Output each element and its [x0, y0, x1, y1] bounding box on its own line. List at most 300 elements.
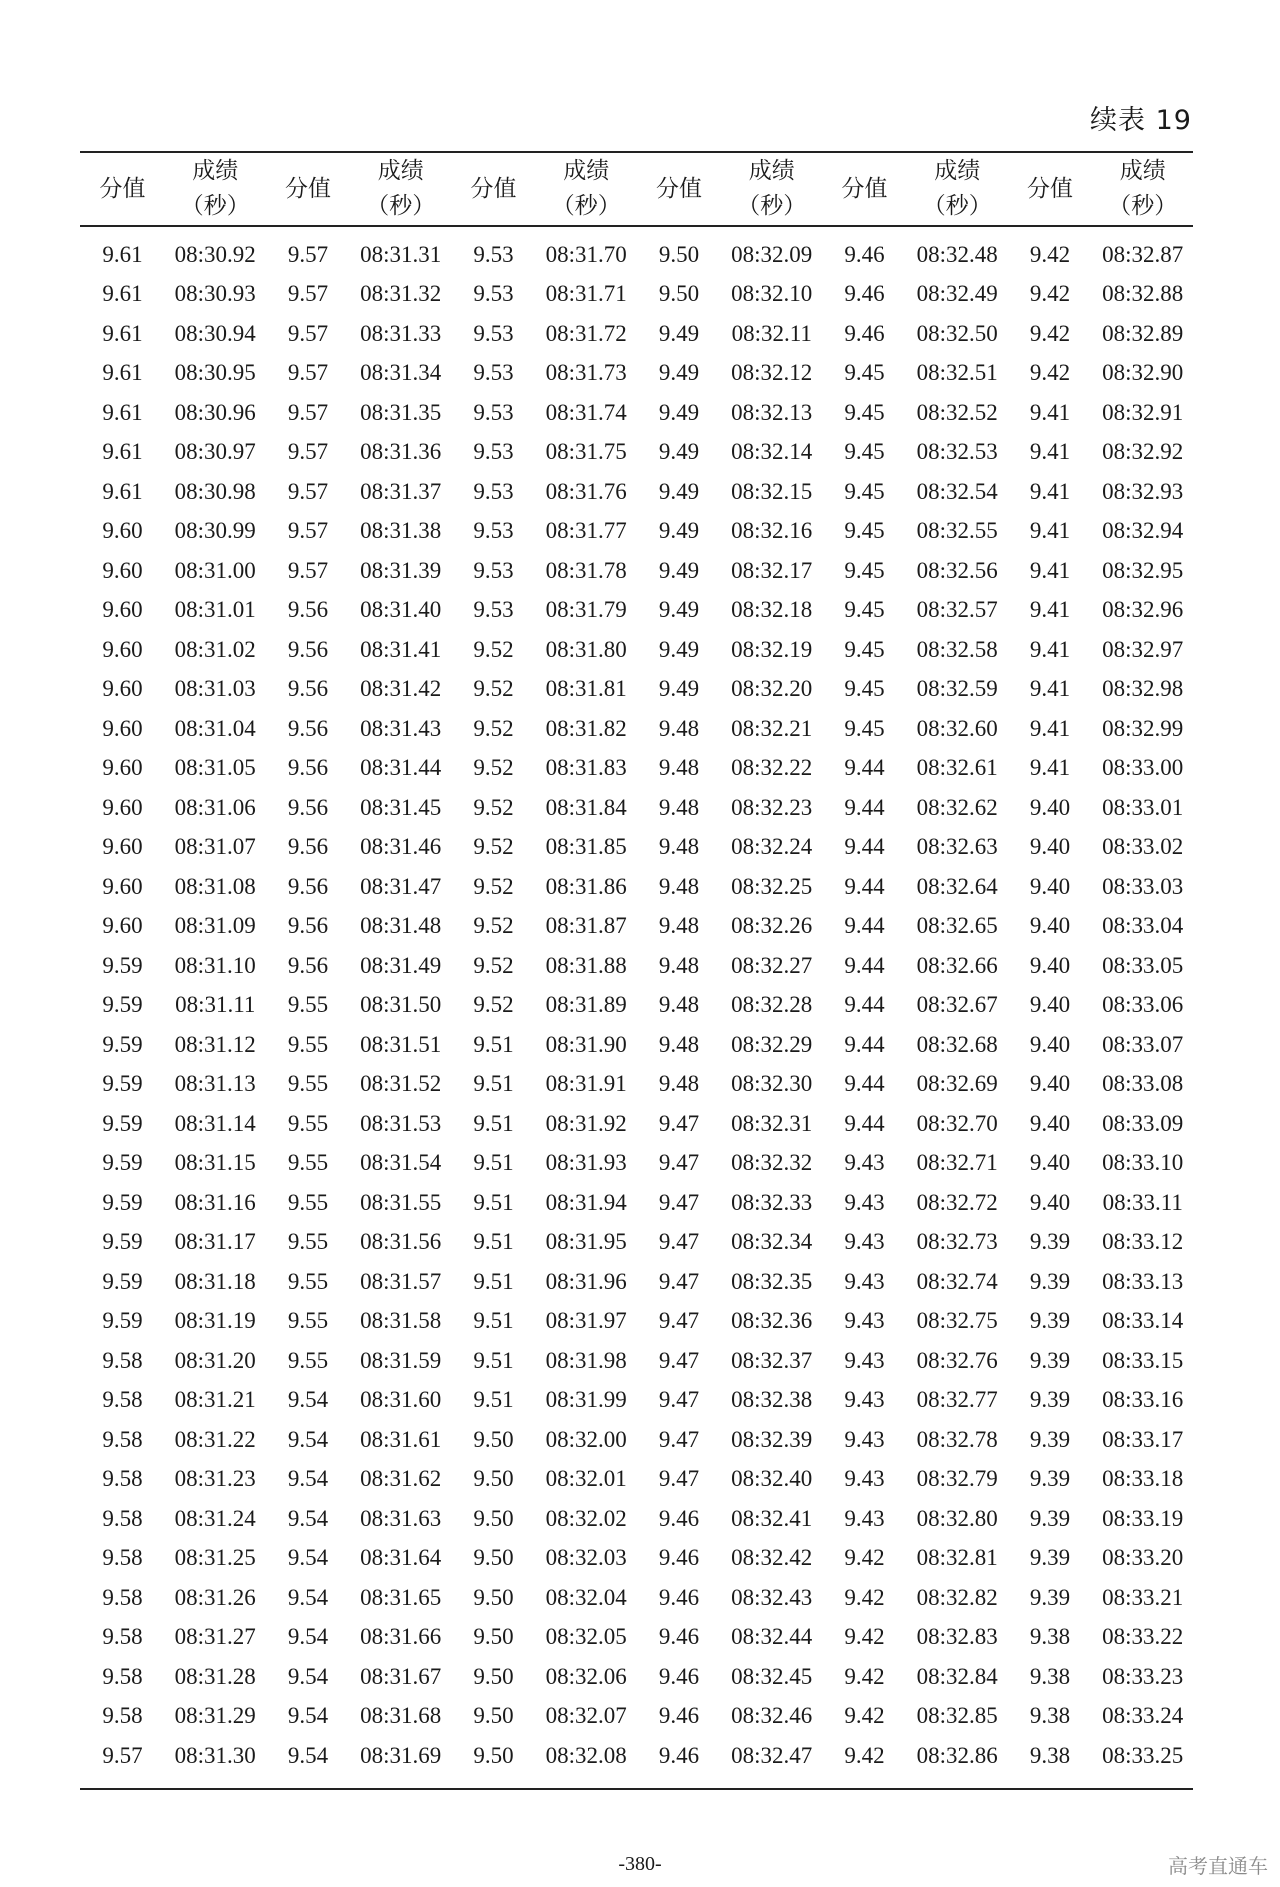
- score-cell: 9.51: [473, 1071, 514, 1097]
- time-cell: 08:32.63: [916, 834, 998, 860]
- time-cell: 08:31.57: [360, 1268, 442, 1294]
- time-cell: 08:33.11: [1102, 1189, 1183, 1215]
- score-cell: 9.58: [102, 1545, 143, 1571]
- score-cell: 9.54: [287, 1663, 329, 1689]
- time-cell: 08:32.45: [731, 1663, 813, 1689]
- score-cell: 9.59: [102, 1268, 143, 1294]
- score-cell: 9.43: [844, 1229, 885, 1255]
- time-cell: 08:32.68: [916, 1031, 998, 1057]
- score-cell: 9.41: [1029, 399, 1071, 425]
- time-cell: 08:31.03: [174, 676, 256, 702]
- score-cell: 9.51: [473, 1308, 514, 1334]
- score-cell: 9.56: [287, 834, 329, 860]
- time-cell: 08:31.56: [360, 1229, 442, 1255]
- score-cell: 9.60: [102, 913, 143, 939]
- score-cell: 9.52: [473, 992, 514, 1018]
- time-cell: 08:30.97: [174, 439, 256, 465]
- time-cell: 08:31.70: [545, 241, 627, 267]
- time-cell: 08:32.74: [916, 1268, 998, 1294]
- score-cell: 9.60: [102, 755, 143, 781]
- score-cell: 9.38: [1029, 1742, 1071, 1768]
- score-cell: 9.56: [287, 676, 329, 702]
- time-cell: 08:32.69: [916, 1071, 998, 1097]
- score-cell: 9.48: [658, 755, 700, 781]
- score-cell: 9.53: [473, 360, 514, 386]
- score-cell: 9.59: [102, 1110, 143, 1136]
- score-cell: 9.41: [1029, 439, 1071, 465]
- time-cell: 08:32.33: [731, 1189, 813, 1215]
- score-cell: 9.55: [287, 1347, 329, 1373]
- time-cell: 08:32.09: [731, 241, 813, 267]
- time-cell: 08:32.56: [916, 557, 998, 583]
- score-cell: 9.46: [658, 1742, 700, 1768]
- score-cell: 9.43: [844, 1387, 885, 1413]
- time-cell: 08:33.24: [1102, 1703, 1184, 1729]
- score-cell: 9.51: [473, 1150, 514, 1176]
- score-cell: 9.48: [658, 794, 700, 820]
- time-cell: 08:31.96: [545, 1268, 627, 1294]
- time-cell: 08:31.40: [360, 597, 442, 623]
- score-cell: 9.45: [844, 439, 885, 465]
- score-cell: 9.38: [1029, 1703, 1071, 1729]
- score-cell: 9.40: [1029, 1189, 1071, 1215]
- time-cell: 08:32.05: [545, 1624, 627, 1650]
- score-cell: 9.43: [844, 1505, 885, 1531]
- time-cell: 08:31.09: [174, 913, 256, 939]
- time-cell: 08:31.27: [174, 1624, 256, 1650]
- time-cell: 08:32.26: [731, 913, 813, 939]
- time-cell: 08:32.15: [731, 478, 813, 504]
- time-cell: 08:33.17: [1102, 1426, 1184, 1452]
- time-header: 成绩 （秒）: [366, 158, 436, 219]
- time-cell: 08:32.24: [731, 834, 813, 860]
- score-cell: 9.39: [1029, 1347, 1071, 1373]
- time-cell: 08:31.79: [545, 597, 627, 623]
- time-cell: 08:32.42: [731, 1545, 813, 1571]
- score-cell: 9.60: [102, 794, 143, 820]
- score-header: 分值: [99, 175, 146, 202]
- time-cell: 08:32.80: [916, 1505, 998, 1531]
- score-cell: 9.58: [102, 1584, 143, 1610]
- score-cell: 9.43: [844, 1268, 885, 1294]
- score-cell: 9.56: [287, 873, 329, 899]
- time-cell: 08:32.31: [731, 1110, 813, 1136]
- table-row: [80, 512, 1193, 552]
- table-row: [80, 1618, 1193, 1658]
- score-cell: 9.42: [844, 1663, 885, 1689]
- score-cell: 9.46: [658, 1624, 700, 1650]
- score-cell: 9.61: [102, 241, 143, 267]
- time-cell: 08:32.55: [916, 518, 998, 544]
- time-cell: 08:32.29: [731, 1031, 813, 1057]
- time-cell: 08:31.12: [174, 1031, 256, 1057]
- time-cell: 08:32.37: [731, 1347, 813, 1373]
- time-cell: 08:33.06: [1102, 992, 1184, 1018]
- time-cell: 08:31.63: [360, 1505, 442, 1531]
- score-cell: 9.58: [102, 1387, 143, 1413]
- time-cell: 08:33.18: [1102, 1466, 1184, 1492]
- score-cell: 9.56: [287, 952, 329, 978]
- score-cell: 9.55: [287, 1189, 329, 1215]
- score-cell: 9.51: [473, 1268, 514, 1294]
- time-cell: 08:31.64: [360, 1545, 442, 1571]
- time-cell: 08:32.01: [545, 1466, 627, 1492]
- table-row: [80, 226, 1193, 275]
- time-cell: 08:32.38: [731, 1387, 813, 1413]
- score-cell: 9.47: [658, 1387, 700, 1413]
- score-cell: 9.43: [844, 1347, 885, 1373]
- time-cell: 08:32.14: [731, 439, 813, 465]
- time-cell: 08:31.48: [360, 913, 442, 939]
- time-cell: 08:32.04: [545, 1584, 627, 1610]
- score-cell: 9.55: [287, 1110, 329, 1136]
- score-cell: 9.56: [287, 597, 329, 623]
- time-cell: 08:32.19: [731, 636, 813, 662]
- score-cell: 9.49: [658, 399, 700, 425]
- table-row: [80, 1381, 1193, 1421]
- score-cell: 9.46: [658, 1663, 700, 1689]
- score-cell: 9.57: [287, 557, 329, 583]
- score-cell: 9.49: [658, 676, 700, 702]
- score-cell: 9.50: [473, 1466, 514, 1492]
- time-cell: 08:31.23: [174, 1466, 256, 1492]
- score-cell: 9.44: [844, 1071, 885, 1097]
- score-cell: 9.43: [844, 1466, 885, 1492]
- time-cell: 08:32.46: [731, 1703, 813, 1729]
- time-cell: 08:32.81: [916, 1545, 998, 1571]
- time-cell: 08:31.90: [545, 1031, 627, 1057]
- time-cell: 08:31.13: [174, 1071, 256, 1097]
- score-cell: 9.47: [658, 1229, 700, 1255]
- time-cell: 08:31.19: [174, 1308, 256, 1334]
- score-cell: 9.54: [287, 1703, 329, 1729]
- score-cell: 9.55: [287, 1268, 329, 1294]
- table-row: [80, 1144, 1193, 1184]
- time-cell: 08:33.20: [1102, 1545, 1184, 1571]
- time-cell: 08:31.16: [174, 1189, 256, 1215]
- score-cell: 9.49: [658, 636, 700, 662]
- score-cell: 9.55: [287, 1308, 329, 1334]
- table-row: [80, 1104, 1193, 1144]
- time-cell: 08:30.94: [174, 320, 256, 346]
- score-cell: 9.39: [1029, 1387, 1071, 1413]
- table-row: [80, 1460, 1193, 1500]
- score-table: [80, 151, 1193, 1790]
- time-cell: 08:32.75: [916, 1308, 998, 1334]
- score-cell: 9.52: [473, 755, 514, 781]
- score-cell: 9.56: [287, 755, 329, 781]
- time-cell: 08:30.98: [174, 478, 256, 504]
- score-cell: 9.44: [844, 913, 885, 939]
- time-cell: 08:33.23: [1102, 1663, 1184, 1689]
- score-cell: 9.42: [1029, 281, 1071, 307]
- score-cell: 9.46: [844, 320, 885, 346]
- score-cell: 9.46: [658, 1545, 700, 1571]
- time-cell: 08:33.13: [1102, 1268, 1184, 1294]
- score-cell: 9.48: [658, 834, 700, 860]
- time-cell: 08:32.40: [731, 1466, 813, 1492]
- score-cell: 9.57: [287, 439, 329, 465]
- time-cell: 08:31.76: [545, 478, 627, 504]
- time-cell: 08:33.07: [1102, 1031, 1184, 1057]
- time-cell: 08:31.85: [545, 834, 627, 860]
- time-cell: 08:31.84: [545, 794, 627, 820]
- score-cell: 9.42: [844, 1545, 885, 1571]
- score-cell: 9.45: [844, 557, 885, 583]
- time-cell: 08:32.65: [916, 913, 998, 939]
- time-cell: 08:32.47: [731, 1742, 813, 1768]
- time-cell: 08:31.25: [174, 1545, 256, 1571]
- score-cell: 9.56: [287, 913, 329, 939]
- time-cell: 08:31.46: [360, 834, 442, 860]
- score-cell: 9.49: [658, 320, 700, 346]
- score-cell: 9.59: [102, 1150, 143, 1176]
- score-cell: 9.53: [473, 557, 514, 583]
- score-cell: 9.61: [102, 478, 143, 504]
- score-cell: 9.43: [844, 1308, 885, 1334]
- time-cell: 08:32.86: [916, 1742, 998, 1768]
- table-header-row: [80, 152, 1193, 226]
- score-cell: 9.46: [844, 241, 885, 267]
- table-row: [80, 354, 1193, 394]
- score-cell: 9.59: [102, 1308, 143, 1334]
- table-row: [80, 1697, 1193, 1737]
- time-cell: 08:32.94: [1102, 518, 1184, 544]
- score-cell: 9.57: [287, 399, 329, 425]
- time-cell: 08:32.58: [916, 636, 998, 662]
- time-cell: 08:33.08: [1102, 1071, 1184, 1097]
- score-cell: 9.42: [844, 1584, 885, 1610]
- score-cell: 9.39: [1029, 1268, 1071, 1294]
- time-cell: 08:32.92: [1102, 439, 1184, 465]
- score-cell: 9.47: [658, 1347, 700, 1373]
- score-cell: 9.52: [473, 952, 514, 978]
- score-cell: 9.38: [1029, 1624, 1071, 1650]
- score-cell: 9.44: [844, 794, 885, 820]
- time-cell: 08:31.50: [360, 992, 442, 1018]
- score-cell: 9.48: [658, 1031, 700, 1057]
- time-cell: 08:31.92: [545, 1110, 627, 1136]
- score-cell: 9.41: [1029, 755, 1071, 781]
- table-row: [80, 433, 1193, 473]
- score-cell: 9.52: [473, 676, 514, 702]
- page-number: -380-: [618, 1853, 662, 1875]
- time-cell: 08:33.14: [1102, 1308, 1184, 1334]
- score-cell: 9.41: [1029, 676, 1071, 702]
- time-cell: 08:32.89: [1102, 320, 1184, 346]
- table-row: [80, 1499, 1193, 1539]
- score-cell: 9.59: [102, 1071, 143, 1097]
- time-cell: 08:31.68: [360, 1703, 442, 1729]
- time-cell: 08:33.02: [1102, 834, 1184, 860]
- table-row: [80, 314, 1193, 354]
- time-cell: 08:31.87: [545, 913, 627, 939]
- table-row: [80, 630, 1193, 670]
- score-cell: 9.56: [287, 794, 329, 820]
- time-cell: 08:33.12: [1102, 1229, 1184, 1255]
- score-cell: 9.53: [473, 320, 514, 346]
- time-cell: 08:33.01: [1102, 794, 1184, 820]
- score-cell: 9.55: [287, 1229, 329, 1255]
- time-cell: 08:31.54: [360, 1150, 442, 1176]
- score-cell: 9.57: [287, 281, 329, 307]
- time-cell: 08:31.20: [174, 1347, 256, 1373]
- table-caption: 续表 19: [1090, 105, 1192, 136]
- time-cell: 08:31.17: [174, 1229, 256, 1255]
- time-cell: 08:31.52: [360, 1071, 442, 1097]
- score-cell: 9.44: [844, 834, 885, 860]
- time-cell: 08:31.99: [545, 1387, 627, 1413]
- time-cell: 08:31.67: [360, 1663, 442, 1689]
- score-cell: 9.40: [1029, 834, 1071, 860]
- time-cell: 08:31.65: [360, 1584, 442, 1610]
- score-cell: 9.53: [473, 439, 514, 465]
- time-cell: 08:33.25: [1102, 1742, 1184, 1768]
- score-header: 分值: [285, 175, 331, 202]
- score-cell: 9.57: [287, 360, 329, 386]
- time-cell: 08:32.51: [916, 360, 998, 386]
- score-cell: 9.42: [844, 1742, 885, 1768]
- score-cell: 9.58: [102, 1703, 143, 1729]
- score-cell: 9.47: [658, 1189, 700, 1215]
- time-cell: 08:31.78: [545, 557, 627, 583]
- score-cell: 9.50: [473, 1742, 514, 1768]
- score-cell: 9.59: [102, 1189, 143, 1215]
- time-cell: 08:32.84: [916, 1663, 998, 1689]
- time-header: 成绩 （秒）: [551, 158, 621, 219]
- score-cell: 9.49: [658, 439, 700, 465]
- time-cell: 08:32.22: [731, 755, 813, 781]
- score-cell: 9.42: [1029, 360, 1071, 386]
- table-row: [80, 1736, 1193, 1789]
- score-cell: 9.61: [102, 439, 143, 465]
- score-cell: 9.45: [844, 399, 885, 425]
- table-row: [80, 749, 1193, 789]
- score-cell: 9.51: [473, 1387, 514, 1413]
- time-cell: 08:31.07: [174, 834, 256, 860]
- time-cell: 08:32.90: [1102, 360, 1184, 386]
- score-cell: 9.49: [658, 360, 700, 386]
- time-cell: 08:32.02: [545, 1505, 627, 1531]
- table-row: [80, 1065, 1193, 1105]
- score-cell: 9.40: [1029, 1031, 1071, 1057]
- score-cell: 9.40: [1029, 952, 1071, 978]
- time-cell: 08:32.98: [1102, 676, 1184, 702]
- score-cell: 9.44: [844, 952, 885, 978]
- time-cell: 08:31.66: [360, 1624, 442, 1650]
- time-cell: 08:32.03: [545, 1545, 627, 1571]
- table-row: [80, 986, 1193, 1026]
- score-cell: 9.60: [102, 676, 143, 702]
- time-cell: 08:31.82: [545, 715, 627, 741]
- time-cell: 08:31.44: [360, 755, 442, 781]
- score-cell: 9.46: [844, 281, 885, 307]
- time-cell: 08:31.14: [174, 1110, 256, 1136]
- score-cell: 9.47: [658, 1150, 700, 1176]
- score-cell: 9.58: [102, 1624, 143, 1650]
- time-cell: 08:31.29: [174, 1703, 256, 1729]
- score-cell: 9.46: [658, 1703, 700, 1729]
- time-cell: 08:32.11: [731, 320, 812, 346]
- score-cell: 9.39: [1029, 1426, 1071, 1452]
- time-cell: 08:31.53: [360, 1110, 442, 1136]
- time-header: 成绩 （秒）: [180, 158, 250, 219]
- score-cell: 9.42: [1029, 241, 1071, 267]
- time-cell: 08:32.95: [1102, 557, 1184, 583]
- time-cell: 08:31.10: [174, 952, 256, 978]
- time-cell: 08:33.04: [1102, 913, 1184, 939]
- score-cell: 9.57: [287, 518, 329, 544]
- time-cell: 08:32.23: [731, 794, 813, 820]
- score-cell: 9.53: [473, 518, 514, 544]
- time-cell: 08:32.06: [545, 1663, 627, 1689]
- time-cell: 08:32.36: [731, 1308, 813, 1334]
- time-cell: 08:32.96: [1102, 597, 1184, 623]
- time-cell: 08:32.97: [1102, 636, 1184, 662]
- score-cell: 9.53: [473, 478, 514, 504]
- time-cell: 08:31.80: [545, 636, 627, 662]
- score-cell: 9.61: [102, 320, 143, 346]
- time-cell: 08:31.58: [360, 1308, 442, 1334]
- time-cell: 08:31.72: [545, 320, 627, 346]
- time-cell: 08:31.30: [174, 1742, 256, 1768]
- time-cell: 08:32.41: [731, 1505, 813, 1531]
- time-cell: 08:32.85: [916, 1703, 998, 1729]
- score-cell: 9.50: [473, 1584, 514, 1610]
- time-cell: 08:31.18: [174, 1268, 256, 1294]
- score-cell: 9.60: [102, 873, 143, 899]
- time-cell: 08:32.77: [916, 1387, 998, 1413]
- score-cell: 9.57: [102, 1742, 143, 1768]
- time-cell: 08:31.69: [360, 1742, 442, 1768]
- time-cell: 08:31.55: [360, 1189, 442, 1215]
- time-cell: 08:32.39: [731, 1426, 813, 1452]
- time-cell: 08:31.60: [360, 1387, 442, 1413]
- table-row: [80, 591, 1193, 631]
- table-row: [80, 1223, 1193, 1263]
- score-cell: 9.48: [658, 873, 700, 899]
- time-cell: 08:31.33: [360, 320, 442, 346]
- time-cell: 08:32.78: [916, 1426, 998, 1452]
- score-cell: 9.41: [1029, 597, 1071, 623]
- score-cell: 9.47: [658, 1466, 700, 1492]
- score-header: 分值: [470, 175, 517, 202]
- score-cell: 9.50: [473, 1426, 514, 1452]
- time-cell: 08:31.97: [545, 1308, 627, 1334]
- score-cell: 9.47: [658, 1110, 700, 1136]
- time-cell: 08:31.93: [545, 1150, 627, 1176]
- time-cell: 08:32.67: [916, 992, 998, 1018]
- score-cell: 9.39: [1029, 1505, 1071, 1531]
- score-cell: 9.41: [1029, 636, 1071, 662]
- table-row: [80, 828, 1193, 868]
- score-cell: 9.51: [473, 1189, 514, 1215]
- time-cell: 08:31.81: [545, 676, 627, 702]
- score-cell: 9.54: [287, 1742, 329, 1768]
- time-cell: 08:32.57: [916, 597, 998, 623]
- time-cell: 08:32.27: [731, 952, 813, 978]
- score-cell: 9.45: [844, 636, 885, 662]
- time-cell: 08:31.74: [545, 399, 627, 425]
- score-cell: 9.43: [844, 1189, 885, 1215]
- score-cell: 9.40: [1029, 1150, 1071, 1176]
- table-row: [80, 1578, 1193, 1618]
- score-cell: 9.60: [102, 834, 143, 860]
- score-cell: 9.48: [658, 715, 700, 741]
- time-cell: 08:31.34: [360, 360, 442, 386]
- score-cell: 9.39: [1029, 1545, 1071, 1571]
- score-cell: 9.54: [287, 1505, 329, 1531]
